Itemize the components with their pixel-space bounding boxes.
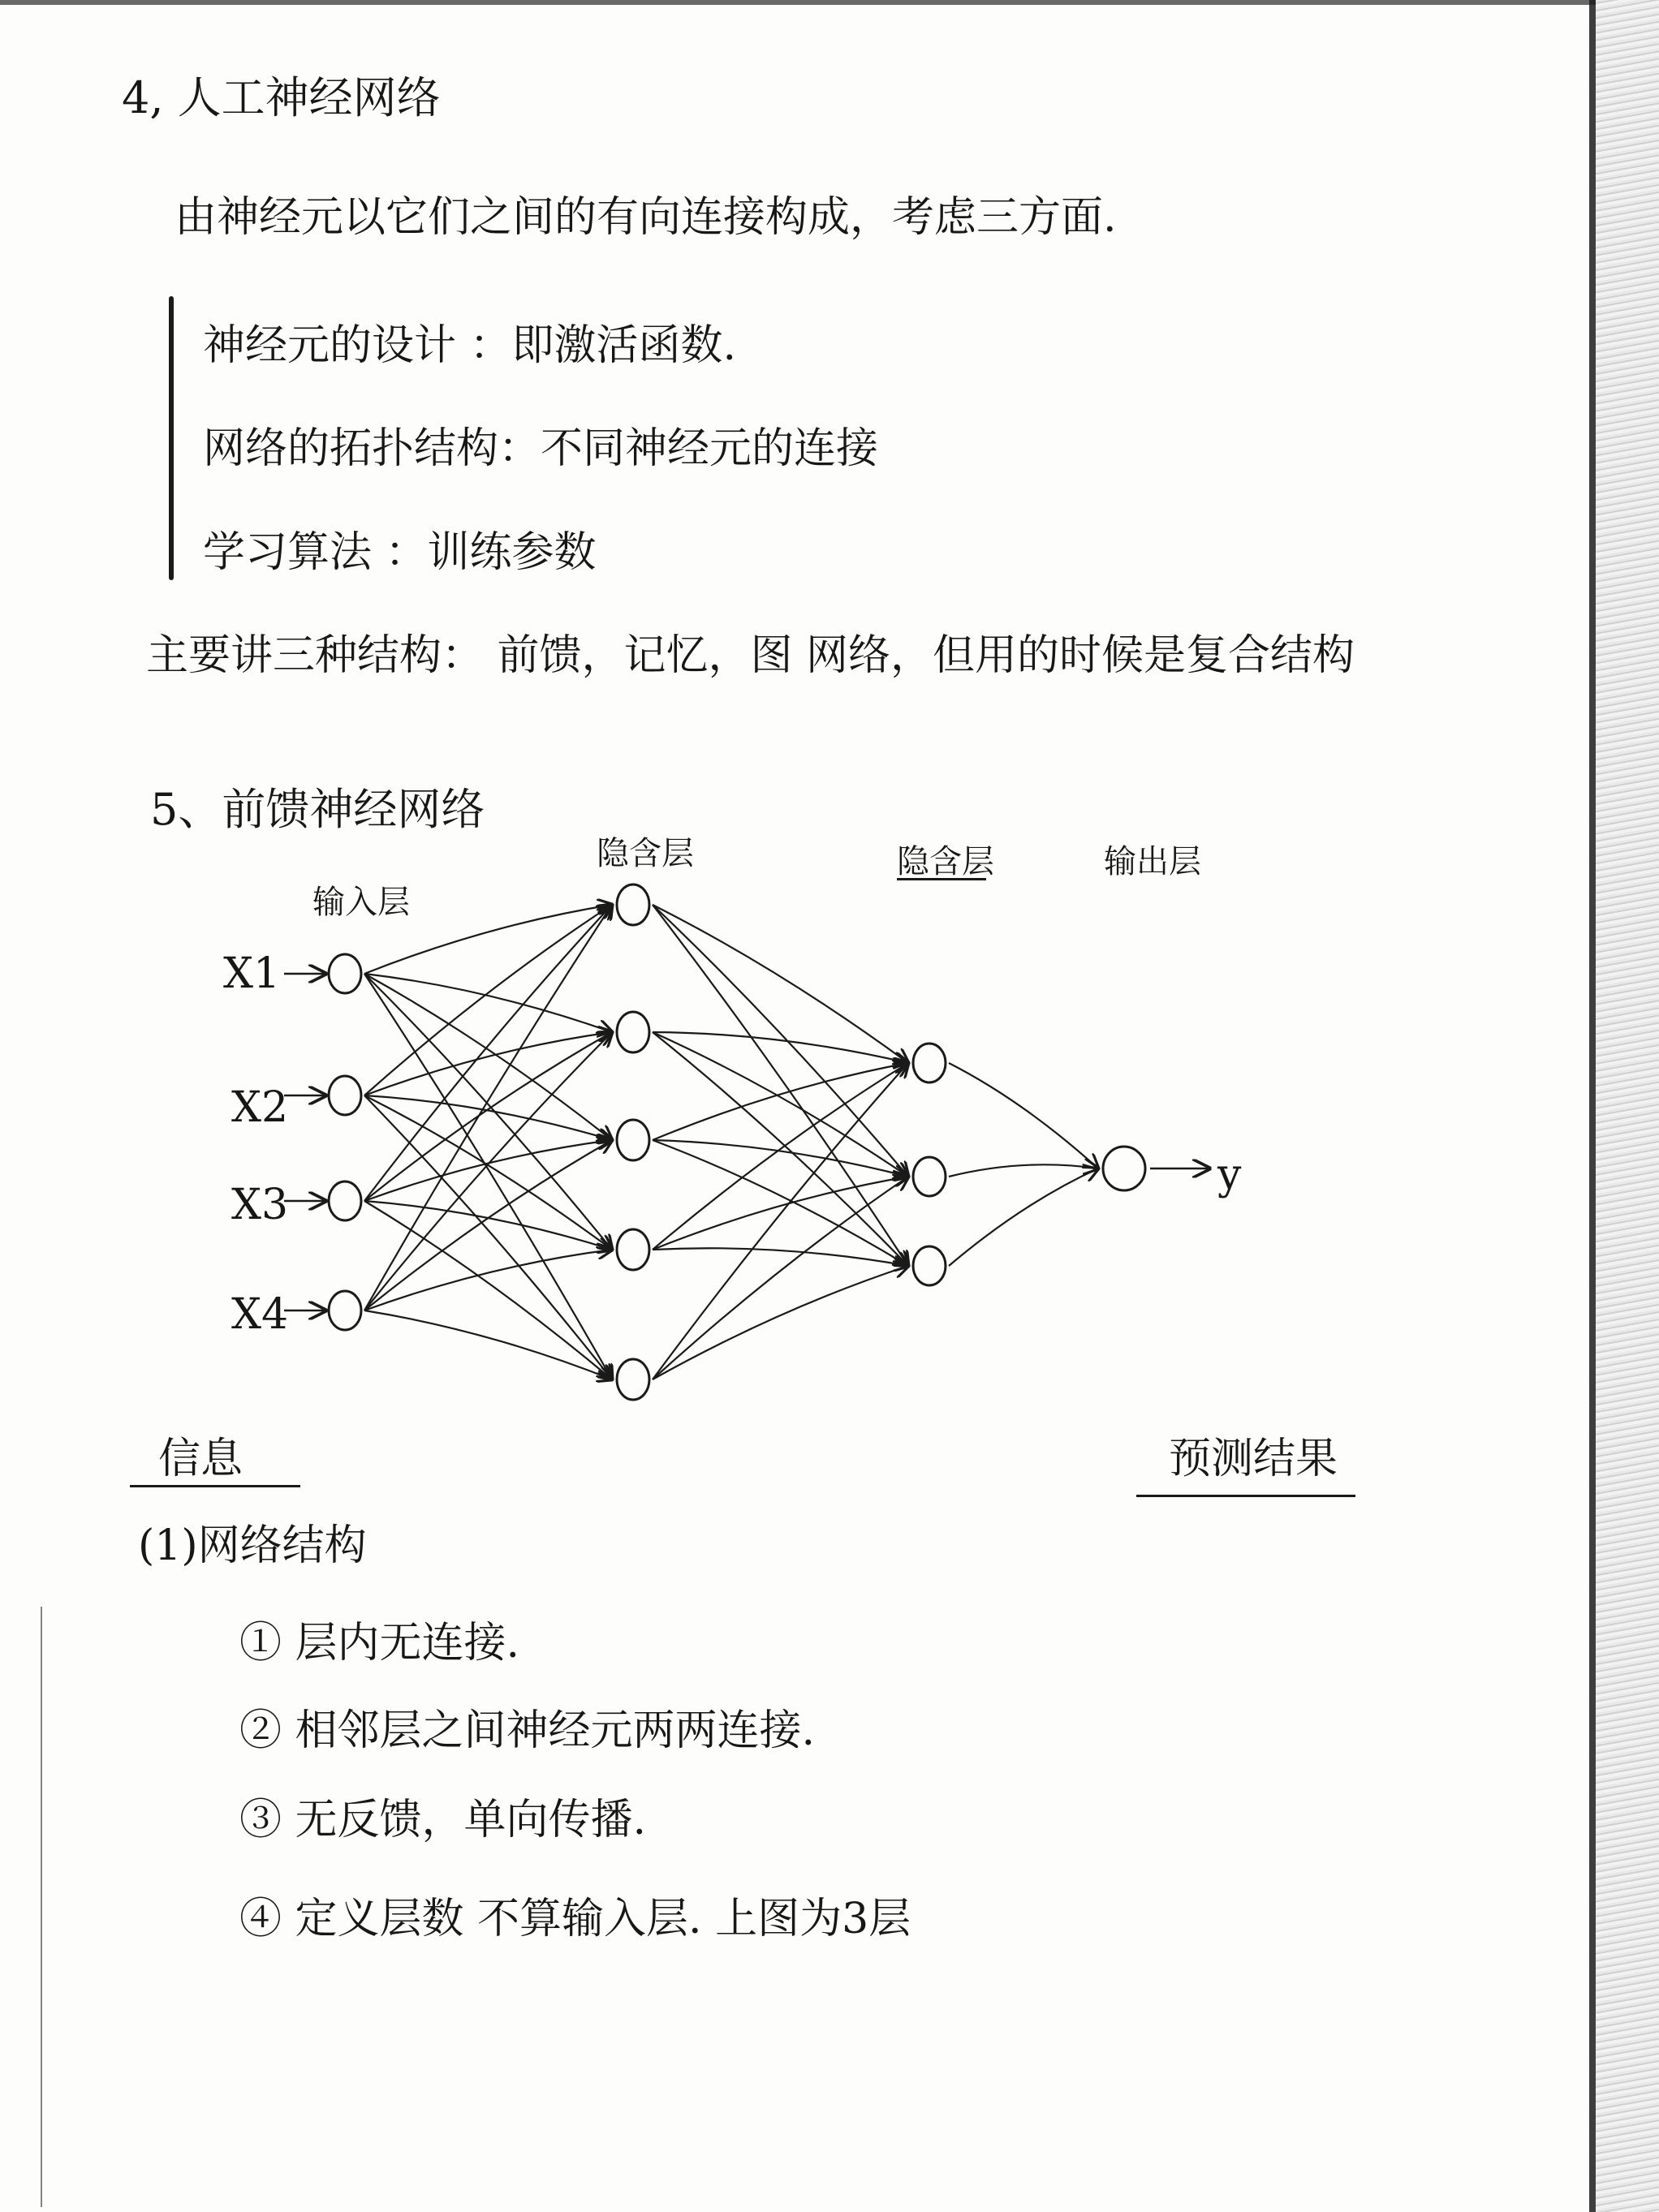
input-x3: X3 <box>231 1181 289 1229</box>
edge-l1-3-to-2 <box>653 1248 908 1266</box>
neuron-layer2-3 <box>913 1246 946 1285</box>
output-y: y <box>1217 1151 1242 1199</box>
edge-l0-0-to-1 <box>364 974 612 1032</box>
edge-l2-1-to-0 <box>949 1164 1098 1177</box>
edge-l2-2-to-0 <box>949 1168 1098 1266</box>
neuron-layer3-1 <box>1103 1147 1145 1190</box>
aspect-activation: 神经元的设计 ：即激活函数. <box>203 321 737 370</box>
structure-item-3: ③ 无反馈，单向传播. <box>239 1796 647 1844</box>
edge-l1-0-to-2 <box>653 905 908 1266</box>
edge-l1-0-to-0 <box>653 905 908 1063</box>
edge-l0-3-to-0 <box>364 905 612 1310</box>
edge-l1-3-to-0 <box>653 1063 908 1250</box>
neuron-layer0-4 <box>329 1291 361 1330</box>
network-structure-title: (1)网络结构 <box>138 1521 367 1570</box>
edge-l0-3-to-4 <box>364 1310 612 1379</box>
edge-l1-2-to-0 <box>653 1063 908 1140</box>
label-hidden-layer-1: 隐含层 <box>597 835 694 872</box>
structures-note: 主要讲三种结构： 前馈，记忆，图 网络，但用的时候是复合结构 <box>146 631 1355 680</box>
neuron-layer0-3 <box>329 1181 361 1220</box>
edge-l0-2-to-1 <box>364 1032 612 1201</box>
edge-l0-2-to-3 <box>364 1201 612 1250</box>
label-prediction: 预测结果 <box>1169 1435 1338 1483</box>
label-information: 信息 <box>158 1435 243 1483</box>
neuron-layer1-2 <box>617 1012 649 1052</box>
edge-l1-1-to-0 <box>653 1032 908 1063</box>
input-x4: X4 <box>231 1290 289 1339</box>
edge-l0-1-to-0 <box>364 905 612 1095</box>
neuron-layer2-2 <box>913 1157 946 1196</box>
input-x2: X2 <box>231 1083 289 1132</box>
edge-l1-2-to-1 <box>653 1140 908 1177</box>
aspect-learning: 学习算法 ：训练参数 <box>203 528 597 577</box>
input-x1: X1 <box>223 949 281 998</box>
neuron-layer2-1 <box>913 1044 946 1082</box>
section-4-intro: 由神经元以它们之间的有向连接构成，考虑三方面. <box>175 193 1117 242</box>
structure-item-1: ① 层内无连接. <box>239 1619 520 1668</box>
edge-l1-4-to-2 <box>653 1266 908 1379</box>
prediction-underline <box>1136 1495 1355 1497</box>
neuron-layer0-1 <box>329 954 361 993</box>
structure-item-2: ② 相邻层之间神经元两两连接. <box>239 1706 816 1755</box>
information-underline <box>130 1485 300 1487</box>
neuron-layer1-4 <box>617 1229 649 1270</box>
edge-l0-0-to-4 <box>364 974 612 1379</box>
label-output-layer: 输出层 <box>1104 843 1201 880</box>
edge-l0-2-to-4 <box>364 1201 612 1379</box>
neuron-layer0-2 <box>329 1076 361 1115</box>
neuron-layer1-1 <box>617 884 649 925</box>
structure-item-4: ④ 定义层数 不算输入层. 上图为3层 <box>239 1895 911 1943</box>
edge-l0-3-to-3 <box>364 1250 612 1310</box>
section-4-heading: 4, 人工神经网络 <box>122 72 441 123</box>
section-5-heading: 5、前馈神经网络 <box>150 784 485 835</box>
label-input-layer: 输入层 <box>312 884 410 921</box>
aspect-topology: 网络的拓扑结构：不同神经元的连接 <box>203 424 879 473</box>
edge-l2-0-to-0 <box>949 1063 1098 1168</box>
neuron-layer1-3 <box>617 1120 649 1160</box>
neuron-layer1-5 <box>617 1359 649 1400</box>
label-hidden-layer-2: 隐含层 <box>897 843 994 880</box>
edge-l1-4-to-0 <box>653 1063 908 1379</box>
